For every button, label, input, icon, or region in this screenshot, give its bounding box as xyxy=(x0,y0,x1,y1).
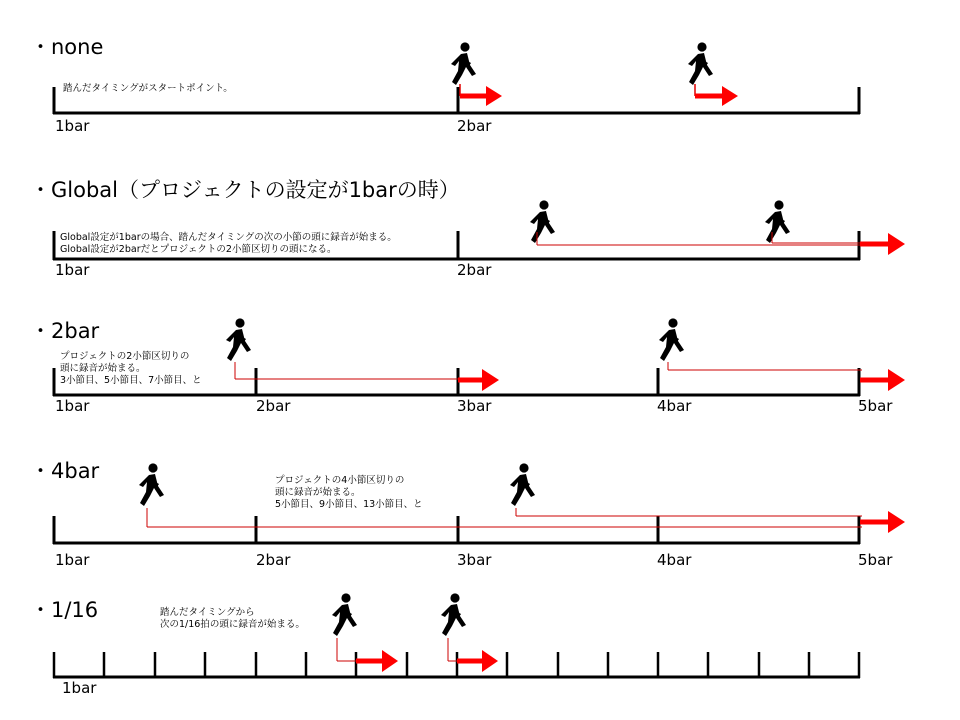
bar-label: 2bar xyxy=(256,397,291,415)
note-line: Global設定が1barの場合、踏んだタイミングの次の小節の頭に録音が始まる。 xyxy=(60,232,397,243)
note-line: プロジェクトの4小節区切りの xyxy=(275,475,405,486)
bar-label: 4bar xyxy=(657,551,692,569)
note-line: 頭に録音が始まる。 xyxy=(60,363,146,374)
heading-1-16: ・1/16 xyxy=(30,598,99,622)
bar-label: 1bar xyxy=(55,117,90,135)
walking-person-icon xyxy=(659,318,684,361)
bar-label: 1bar xyxy=(55,261,90,279)
heading-4bar: ・4bar xyxy=(30,459,100,483)
heading-global: ・Global（プロジェクトの設定が1barの時） xyxy=(30,178,460,202)
red-arrow-icon xyxy=(448,638,498,672)
bar-label: 3bar xyxy=(457,397,492,415)
timeline-none xyxy=(53,42,860,114)
heading-2bar: ・2bar xyxy=(30,319,100,343)
bar-label: 1bar xyxy=(62,679,97,697)
walking-person-icon xyxy=(332,593,357,636)
bar-label: 5bar xyxy=(858,397,893,415)
bar-label: 1bar xyxy=(55,551,90,569)
bar-label: 2bar xyxy=(457,261,492,279)
wait-line xyxy=(537,232,862,245)
note-line: 3小節目、5小節目、7小節目、と xyxy=(60,375,202,386)
note-line: 踏んだタイミングがスタートポイント。 xyxy=(63,83,233,94)
note-line: 踏んだタイミングから xyxy=(160,607,255,618)
walking-person-icon xyxy=(139,463,164,506)
bar-label: 5bar xyxy=(858,551,893,569)
walking-person-icon xyxy=(530,200,555,243)
timeline-1-16 xyxy=(53,593,860,678)
bar-label: 2bar xyxy=(457,117,492,135)
red-arrow-icon xyxy=(860,233,905,255)
note-line: 5小節目、9小節目、13小節目、と xyxy=(275,499,423,510)
walking-person-icon xyxy=(688,42,713,85)
heading-none: ・none xyxy=(30,35,104,59)
red-arrow-icon xyxy=(458,369,499,391)
walking-person-icon xyxy=(765,200,790,243)
timeline-2bar xyxy=(53,318,905,396)
timeline-global xyxy=(53,200,905,260)
red-arrow-icon xyxy=(337,638,398,672)
bar-label: 3bar xyxy=(457,551,492,569)
bar-label: 4bar xyxy=(657,397,692,415)
walking-person-icon xyxy=(510,463,535,506)
red-arrow-icon xyxy=(860,511,905,533)
timeline-4bar xyxy=(53,463,905,544)
red-arrow-icon xyxy=(460,84,502,106)
wait-line xyxy=(235,362,862,379)
walking-person-icon xyxy=(451,42,476,85)
wait-line xyxy=(147,508,862,527)
note-line: 次の1/16拍の頭に録音が始まる。 xyxy=(160,619,305,630)
walking-person-icon xyxy=(441,593,466,636)
note-line: プロジェクトの2小節区切りの xyxy=(60,351,190,362)
bar-label: 2bar xyxy=(256,551,291,569)
red-arrow-icon xyxy=(860,369,905,391)
note-line: 頭に録音が始まる。 xyxy=(275,487,361,498)
red-arrow-icon xyxy=(695,84,738,106)
note-line: Global設定が2barだとプロジェクトの2小節区切りの頭になる。 xyxy=(60,244,337,255)
walking-person-icon xyxy=(226,318,251,361)
bar-label: 1bar xyxy=(55,397,90,415)
